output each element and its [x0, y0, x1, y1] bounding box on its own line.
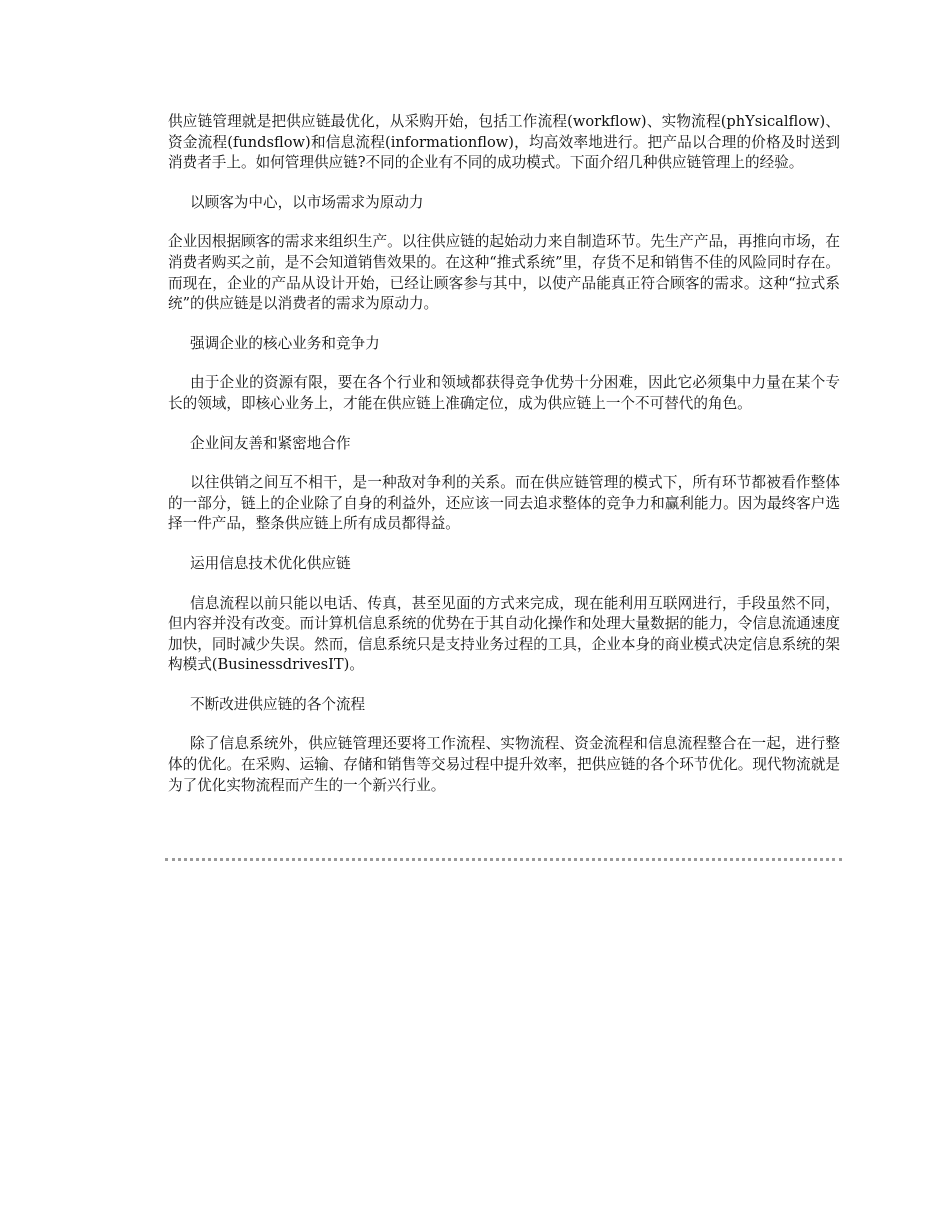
section-heading-customer-centric: 以顾客为中心，以市场需求为原动力	[190, 193, 424, 211]
section-body-core-business: 由于企业的资源有限，要在各个行业和领域都获得竞争优势十分困难，因此它必须集中力量在某个专长的领域，即核心业务上，才能在供应链上准确定位，成为供应链上一个不可替代的角色。	[168, 374, 840, 412]
section-heading-information-technology: 运用信息技术优化供应链	[190, 554, 351, 572]
section-body-process-improvement: 除了信息系统外，供应链管理还要将工作流程、实物流程、资金流程和信息流程整合在一起，进行整体的优化。在采购、运输、存储和销售等交易过程中提升效率，把供应链的各个环节优化。现代物流就是为了优化实物流程而产生的一个新兴行业。	[168, 735, 840, 794]
section-body-customer-centric: 企业因根据顾客的需求来组织生产。以往供应链的起始动力来自制造环节。先生产产品，再推向市场，在消费者购买之前，是不会知道销售效果的。在这种“推式系统”里，存货不足和销售不佳的风险同时存在。而现在，企业的产品从设计开始，已经让顾客参与其中，以使产品能真正符合顾客的需求。这种“拉式系统”的供应链是以消费者的需求为原动力。	[168, 233, 840, 313]
document-body	[168, 112, 840, 815]
section-heading-core-business: 强调企业的核心业务和竞争力	[190, 334, 380, 352]
section-heading-process-improvement: 不断改进供应链的各个流程	[190, 695, 366, 713]
section-body-information-technology: 信息流程以前只能以电话、传真，甚至见面的方式来完成，现在能利用互联网进行，手段虽然不同，但内容并没有改变。而计算机信息系统的优势在于其自动化操作和处理大量数据的能力，令信息流通速度加快，同时减少失误。然而，信息系统只是支持业务过程的工具，企业本身的商业模式决定信息系统的架构模式(BusinessdrivesIT)。	[168, 594, 840, 674]
section-body-cooperation: 以往供销之间互不相干，是一种敌对争利的关系。而在供应链管理的模式下，所有环节都被看作整体的一部分，链上的企业除了自身的利益外，还应该一同去追求整体的竞争力和赢利能力。因为最终客户选择一件产品，整条供应链上所有成员都得益。	[168, 474, 840, 533]
section-heading-cooperation: 企业间友善和紧密地合作	[190, 434, 351, 452]
dotted-divider	[165, 858, 842, 861]
intro-paragraph: 供应链管理就是把供应链最优化，从采购开始，包括工作流程(workflow)、实物流程(phYsicalflow)、资金流程(fundsflow)和信息流程(informationflow)，均高效率地进行。把产品以合理的价格及时送到消费者手上。如何管理供应链?不同的企业有不同的成功模式。下面介绍几种供应链管理上的经验。	[168, 113, 840, 172]
